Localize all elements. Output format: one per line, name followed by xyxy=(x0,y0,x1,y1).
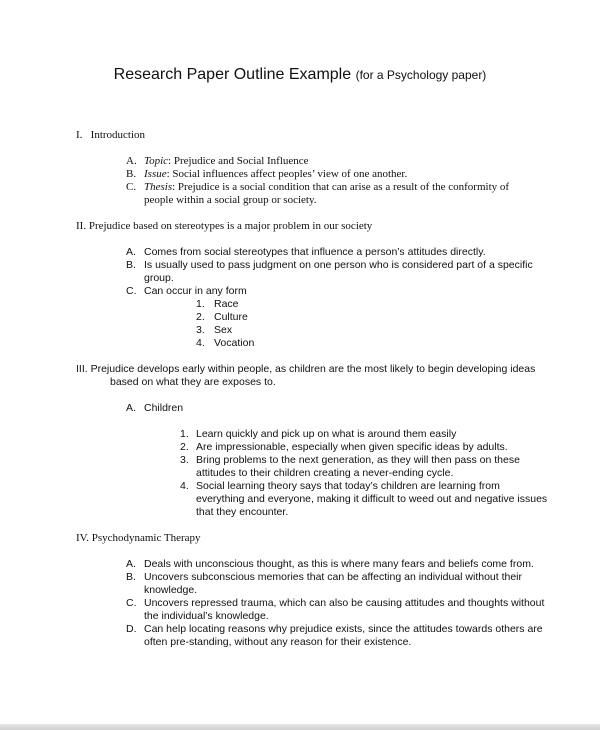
section-2-heading xyxy=(76,220,372,233)
list-item-cont: attitudes to their children creating a never-ending cycle. xyxy=(196,467,454,479)
list-item: 3. Sex xyxy=(196,324,233,336)
outline-item-4c-cont: the individual’s knowledge. xyxy=(144,610,269,622)
outline-item-1c-cont: people within a social group or society. xyxy=(144,194,317,206)
outline-item-2b-cont: group. xyxy=(144,272,174,284)
outline-item-2a: A. Comes from social stereotypes that influence a person’s attitudes directly. xyxy=(126,246,486,258)
outline-item-2b: B. Is usually used to pass judgment on one person who is considered part of a specific xyxy=(126,259,533,271)
document-title xyxy=(0,66,600,84)
list-item-cont: everything and everyone, making it difficult to weed out and negative issues xyxy=(196,493,548,505)
section-1-heading xyxy=(76,129,145,142)
list-item: 3. Bring problems to the next generation, as they will then pass on these xyxy=(180,454,520,466)
section-3-title-cont: based on what they are exposes to. xyxy=(110,376,276,388)
section-2-numeral: II. xyxy=(76,220,87,232)
section-1-title: Introduction xyxy=(90,129,146,141)
outline-item-3a: A. Children xyxy=(126,402,184,414)
list-item: 2. Are impressionable, especially when given specific ideas by adults. xyxy=(180,441,508,453)
list-item: 4. Vocation xyxy=(196,337,255,349)
section-2-title: Prejudice based on stereotypes is a major problem in our society xyxy=(88,220,373,232)
page-bottom-edge xyxy=(0,724,600,730)
section-4-title: Psychodynamic Therapy xyxy=(91,532,201,544)
outline-item-2c: C. Can occur in any form xyxy=(126,285,247,297)
outline-item-4b: B. Uncovers subconscious memories that can be affecting an individual without their xyxy=(126,571,523,583)
title-main: Research Paper Outline Example xyxy=(113,66,352,83)
section-3-title: Prejudice develops early within people, as children are the most likely to begin developing ideas xyxy=(90,363,536,375)
section-4-heading xyxy=(76,532,201,545)
list-item: 1. Race xyxy=(196,298,239,310)
outline-item-4a: A. Deals with unconscious thought, as this is where many fears and beliefs come from. xyxy=(126,558,534,570)
outline-item-4d-cont: often pre-standing, without any reason for their existence. xyxy=(144,636,412,648)
list-item: 4. Social learning theory says that today’s children are learning from xyxy=(180,480,500,492)
list-item: 1. Learn quickly and pick up on what is around them easily xyxy=(180,428,457,440)
section-3-heading xyxy=(76,363,535,376)
outline-item-4d: D. Can help locating reasons why prejudice exists, since the attitudes towards others are xyxy=(126,623,543,635)
outline-item-4c: C. Uncovers repressed trauma, which can also be causing attitudes and thoughts without xyxy=(126,597,545,609)
title-subtitle: (for a Psychology paper) xyxy=(355,68,487,82)
list-item: 2. Culture xyxy=(196,311,248,323)
outline-item-1b: B. Issue: Social influences affect peoples’ view of one another. xyxy=(126,168,408,180)
list-item-cont: that they encounter. xyxy=(196,506,289,518)
outline-item-4b-cont: knowledge. xyxy=(144,584,198,596)
outline-item-1c: C. Thesis: Prejudice is a social condition that can arise as a result of the conformity of xyxy=(126,181,510,193)
section-1-numeral: I. xyxy=(76,129,83,141)
section-3-numeral: III. xyxy=(76,363,88,375)
section-4-numeral: IV. xyxy=(76,532,89,544)
outline-item-1a: A. Topic: Prejudice and Social Influence xyxy=(126,155,309,167)
